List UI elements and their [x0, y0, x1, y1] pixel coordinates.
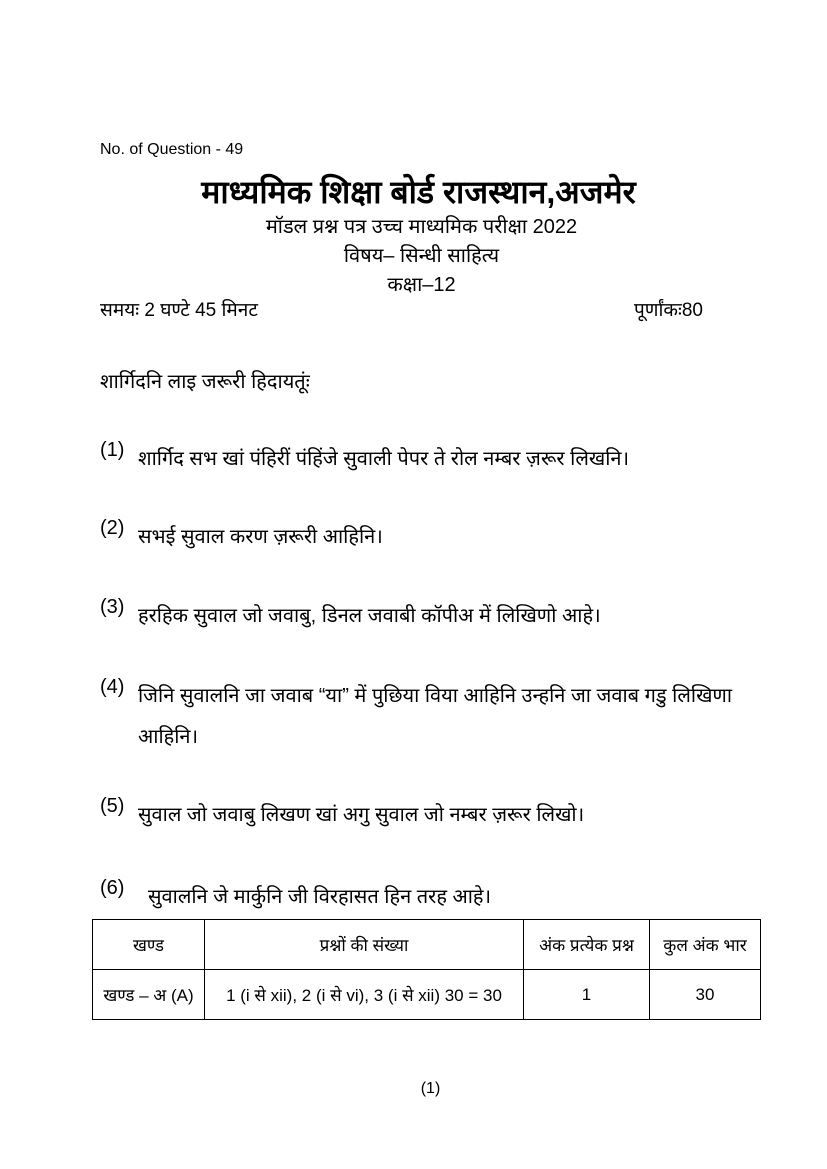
instruction-item	[100, 795, 770, 836]
instruction-item	[100, 676, 770, 758]
instruction-number: (5)	[100, 795, 125, 817]
exam-time: समयः 2 घण्टे 45 मिनट	[100, 300, 258, 321]
table-row	[93, 970, 761, 1020]
instruction-item	[100, 596, 770, 637]
class: कक्षा–12	[387, 274, 456, 296]
column-header: अंक प्रत्येक प्रश्न	[524, 920, 650, 970]
column-header: खण्ड	[93, 920, 205, 970]
instruction-item	[100, 439, 770, 480]
instruction-text: हरहिक सुवाल जो जवाबु, डिनल जवाबी कॉपीअ में लिखिणो आहे।	[138, 605, 601, 627]
page-number: (1)	[420, 1080, 441, 1097]
instruction-item	[100, 517, 770, 558]
paper-title: मॉडल प्रश्न पत्र उच्च माध्यमिक परीक्षा 2022	[265, 216, 578, 238]
instruction-text: सुवालनि जे मार्कुनि जी विरहासत हिन तरह आहे।	[148, 886, 492, 908]
table-cell: 30	[650, 970, 761, 1020]
instruction-number: (3)	[100, 596, 125, 618]
question-count: No. of Question - 49	[100, 141, 244, 158]
instruction-number: (1)	[100, 439, 125, 461]
instruction-number: (6)	[100, 877, 125, 899]
instruction-text: सुवाल जो जवाबु लिखण खां अगु सुवाल जो नम्बर ज़रूर लिखो।	[138, 804, 585, 826]
instruction-text: जिनि सुवालनि जा जवाब “या” में पुछिया विया आहिनि उन्हनि जा जवाब गडु लिखिणा आहिनि।	[138, 685, 733, 748]
table-cell: 1	[524, 970, 650, 1020]
max-marks: पूर्णांकः80	[633, 300, 703, 321]
instructions-heading: शार्गिदनि लाइ जरूरी हिदायतूंः	[100, 371, 310, 393]
instruction-text: शार्गिद सभ खां पंहिरीं पंहिंजे सुवाली पेपर ते रोल नम्बर ज़रूर लिखनि।	[138, 448, 630, 470]
instruction-number: (2)	[100, 517, 125, 539]
table-header-row	[93, 920, 761, 970]
column-header: प्रश्नों की संख्या	[205, 920, 524, 970]
subject: विषय– सिन्धी साहित्य	[343, 245, 500, 267]
board-title: माध्यमिक शिक्षा बोर्ड राजस्थान,अजमेर	[201, 174, 636, 210]
table-cell: 1 (i से xii), 2 (i से vi), 3 (i से xii) 30 = 30	[205, 970, 524, 1020]
table-cell: खण्ड – अ (A)	[93, 970, 205, 1020]
instruction-number: (4)	[100, 676, 125, 698]
marks-distribution-table	[92, 919, 761, 1020]
instruction-item	[100, 877, 770, 918]
instruction-text: सभई सुवाल करण ज़रूरी आहिनि।	[138, 526, 383, 548]
column-header: कुल अंक भार	[650, 920, 761, 970]
